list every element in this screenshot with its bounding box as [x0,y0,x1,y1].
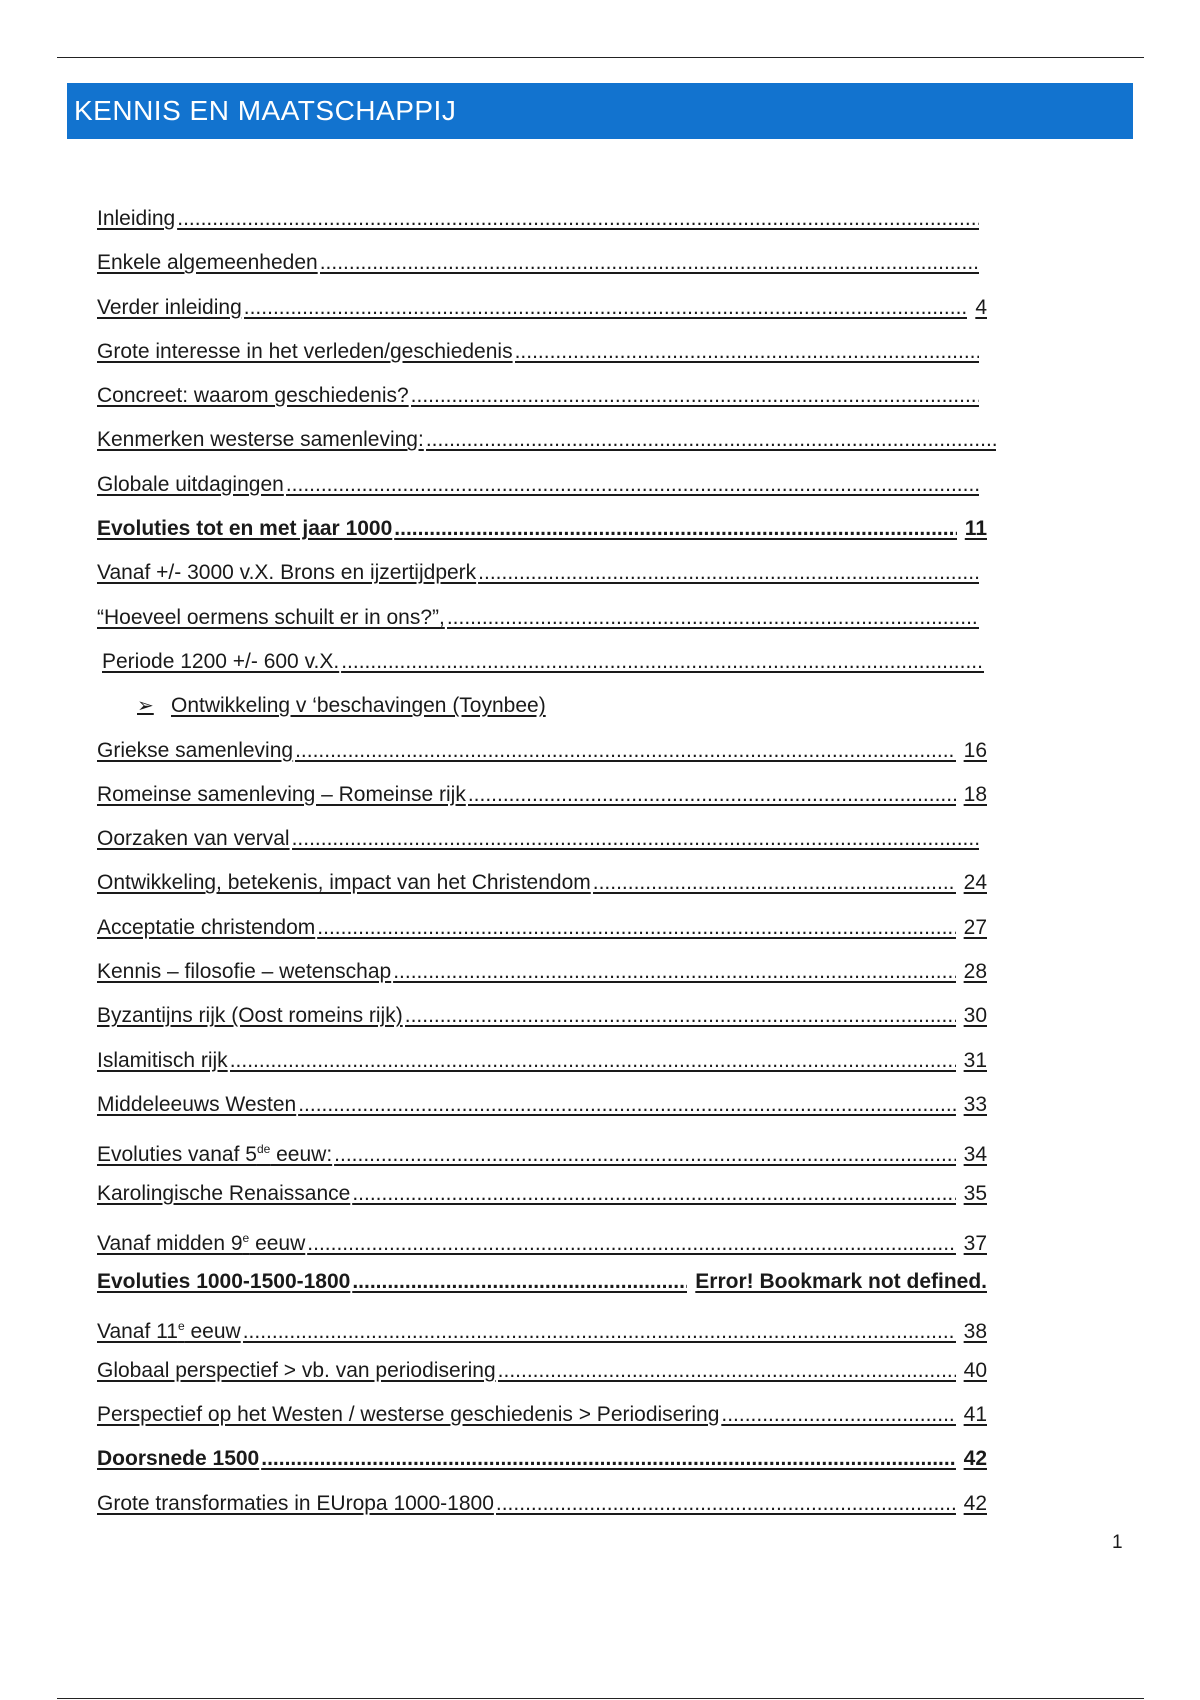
toc-entry-islamitisch-rijk[interactable] [97,1042,987,1086]
toc-entry-christendom[interactable] [97,864,987,908]
toc-link[interactable]: Vanaf +/- 3000 v.X. Brons en ijzertijdperk ..... [97,560,987,586]
toc-link[interactable]: Grote interesse in het verleden/geschiedenis ..... [97,339,987,365]
page-number: 1 [1112,1532,1123,1553]
arrow-bullet-icon: ➢ [137,695,154,718]
toc-entry-kennis-filosofie[interactable] [97,953,987,997]
toc-entry-concreet[interactable] [97,377,987,421]
toc-entry-globale-uitdagingen[interactable] [97,466,987,510]
toc-entry-periode-1200[interactable] [97,643,987,687]
bottom-rule [57,1698,1144,1699]
toc-link[interactable]: Vanaf 11e eeuw ..... 38 [97,1313,987,1345]
toc-entry-romeinse-samenleving[interactable] [97,776,987,820]
toc-link[interactable]: Grote transformaties in EUropa 1000-1800 ..... 42 [97,1491,987,1517]
toc-entry-brons-ijzertijdperk[interactable] [97,554,987,598]
toc-link[interactable]: Islamitisch rijk ..... 31 [97,1048,987,1074]
toc-link[interactable]: Byzantijns rijk (Oost romeins rijk) ..... 30 [97,1003,987,1029]
toc-entry-karolingische-renaissance[interactable] [97,1175,987,1219]
top-rule [57,57,1144,58]
toc-link[interactable]: Enkele algemeenheden ..... [97,250,987,276]
toc-link[interactable]: Globaal perspectief > vb. van periodisering ..... 40 [97,1358,987,1384]
toc-link[interactable]: Periode 1200 +/- 600 v.X. ..... [97,649,992,675]
toc-entry-grote-interesse[interactable] [97,333,987,377]
toc-entry-oermens[interactable] [97,599,987,643]
toc-link[interactable]: Inleiding ..... [97,206,987,232]
document-title: KENNIS EN MAATSCHAPPIJ [74,95,457,126]
toc-entry-evoluties-tot-1000[interactable] [97,510,987,554]
toc-link[interactable]: Evoluties 1000-1500-1800 ..... Error! Bookmark not defined. [97,1269,987,1295]
toc-entry-acceptatie-christendom[interactable] [97,909,987,953]
toc-link[interactable]: Evoluties vanaf 5de eeuw: ..... 34 [97,1136,987,1168]
toc-entry-grote-transformaties[interactable] [97,1485,987,1529]
toc-entry-kenmerken[interactable] [97,421,1004,465]
toc-entry-midden-9e-eeuw[interactable] [97,1219,987,1263]
toc-link[interactable]: Kennis – filosofie – wetenschap ..... 28 [97,959,987,985]
toc-link[interactable]: Concreet: waarom geschiedenis? ..... [97,383,987,409]
toc-link[interactable]: Doorsnede 1500 ..... 42 [97,1446,987,1472]
toc-link[interactable]: Verder inleiding ..... 4 [97,295,987,321]
toc-link[interactable]: “Hoeveel oermens schuilt er in ons?”, ..... [97,605,987,631]
toc-link[interactable]: Ontwikkeling, betekenis, impact van het Christendom ..... 24 [97,870,987,896]
toc-entry-globaal-perspectief[interactable] [97,1352,987,1396]
toc-link[interactable]: Ontwikkeling v ‘beschavingen (Toynbee) [171,694,546,718]
toc-link[interactable]: Middeleeuws Westen ..... 33 [97,1092,987,1118]
toc-link[interactable]: Globale uitdagingen ..... [97,472,987,498]
toc-entry-doorsnede-1500[interactable] [97,1440,987,1484]
toc-link[interactable]: Oorzaken van verval ..... [97,826,987,852]
toc-subentry-beschavingen[interactable] [97,687,987,731]
toc-link[interactable]: Kenmerken westerse samenleving: ..... [97,427,1004,453]
toc-entry-evoluties-1000-1800[interactable] [97,1263,987,1307]
toc-link[interactable]: Acceptatie christendom ..... 27 [97,915,987,941]
toc-link[interactable]: Griekse samenleving ..... 16 [97,738,987,764]
toc-entry-griekse-samenleving[interactable] [97,732,987,776]
toc-entry-perspectief-westen[interactable] [97,1396,987,1440]
toc-link[interactable]: Perspectief op het Westen / westerse geschiedenis > Periodisering ..... 41 [97,1402,987,1428]
toc-entry-inleiding[interactable] [97,200,987,244]
toc-entry-evoluties-5de-eeuw[interactable] [97,1130,987,1174]
toc-link[interactable]: Romeinse samenleving – Romeinse rijk ..... 18 [97,782,987,808]
toc-link[interactable]: Vanaf midden 9e eeuw ..... 37 [97,1225,987,1257]
toc-entry-11e-eeuw[interactable] [97,1307,987,1351]
toc-entry-middeleeuws-westen[interactable] [97,1086,987,1130]
toc-entry-verder-inleiding[interactable] [97,289,987,333]
toc-entry-enkele-algemeenheden[interactable] [97,244,987,288]
table-of-contents [97,200,987,1529]
toc-link[interactable]: Karolingische Renaissance ..... 35 [97,1181,987,1207]
title-banner [67,83,1133,139]
toc-entry-byzantijns-rijk[interactable] [97,997,987,1041]
toc-link[interactable]: Evoluties tot en met jaar 1000 ..... 11 [97,516,987,542]
toc-entry-oorzaken-verval[interactable] [97,820,987,864]
